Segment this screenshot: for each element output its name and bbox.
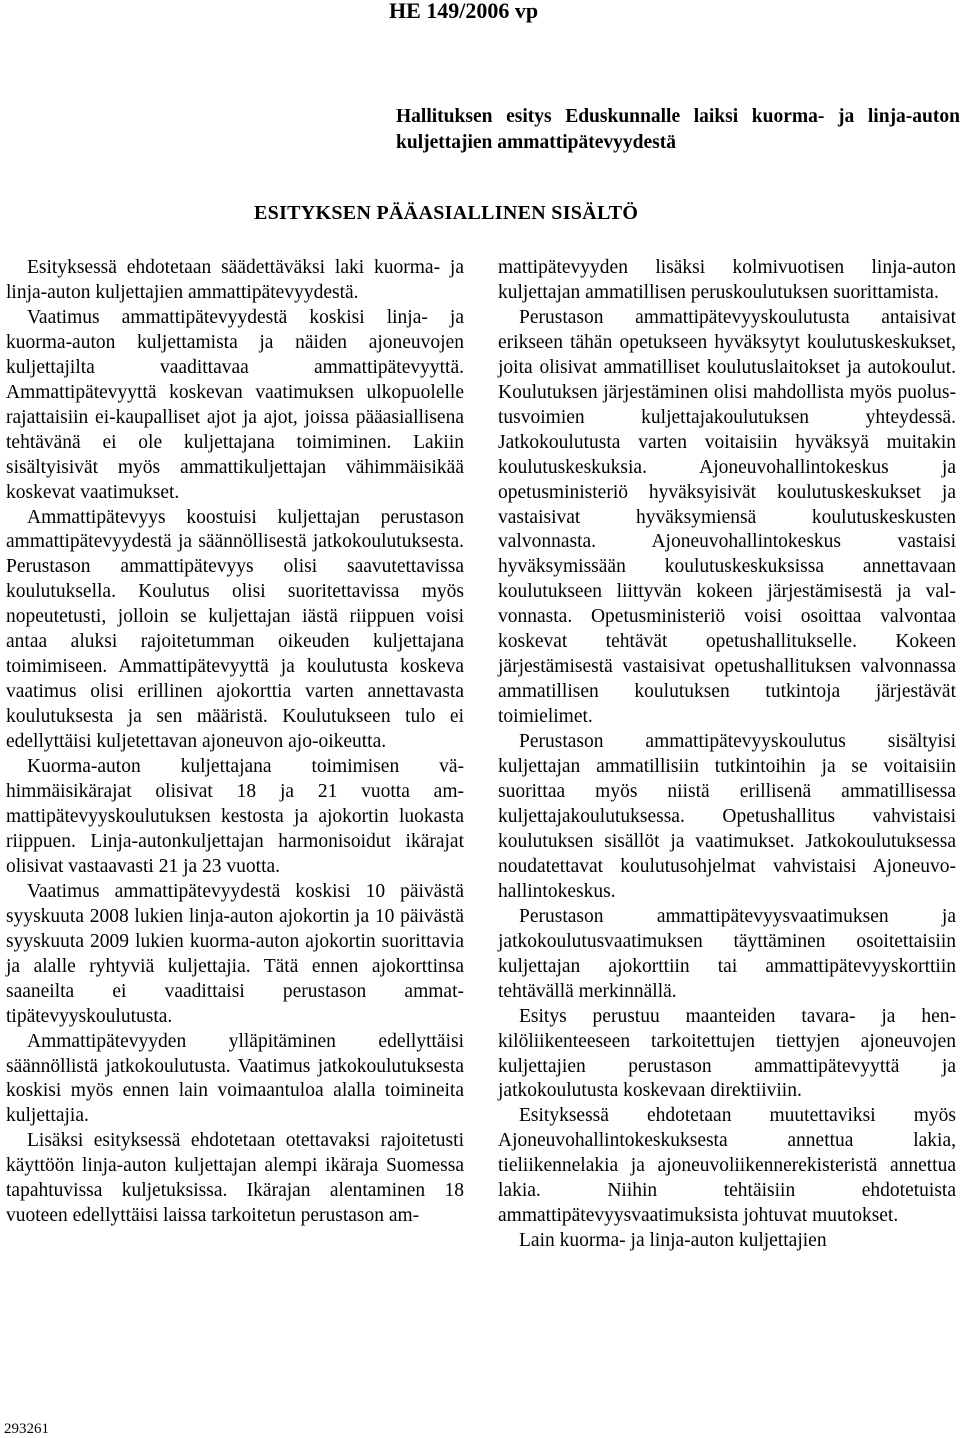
paragraph: Perustason ammattipätevyysvaatimuksen ja jatkokoulutusvaatimuksen täyttäminen osoitettaisiin kuljettajan ajokorttiin tai ammattipätevyyskorttiin tehtävällä merkinnällä. — [498, 905, 956, 1002]
paragraph: Ammattipätevyys koostuisi kuljettajan perustason ammattipätevyydestä ja säännöllisestä jatkokoulutuksesta. Perustason ammattipätevyys olisi saavutettavissa koulutuksella. Koulutus olisi suoritettavissa myös nopeutetusti, jolloin se kuljettajan iästä riippuen voisi antaa aluksi rajoitetumman oikeuden kuljettajana toimimiseen. Ammattipätevyyttä ja koulutusta koskeva vaatimus olisi erillinen ajokorttia varten annettavasta koulutuksesta ja sen määristä. Koulutukseen tulo ei edellyttäisi kuljetettavan ajoneuvon ajo-oikeutta. — [6, 506, 464, 753]
paragraph: Vaatimus ammattipätevyydestä koskisi 10 päivästä syyskuuta 2008 lukien linja-auton ajokortin ja 10 päivästä syyskuuta 2009 lukien kuorma-auton ajokortin suorittavia ja alalle ryhtyviä kuljettajia. Tätä ennen ajokorttinsa saaneilta ei vaadittaisi perustason ammattipätevyyskoulutusta. — [6, 880, 464, 1027]
section-heading: ESITYKSEN PÄÄASIALLINEN SISÄLTÖ — [254, 202, 639, 224]
paragraph: Ammattipätevyyden ylläpitäminen edellyttäisi säännöllistä jatkokoulutusta. Vaatimus jatkokoulutuksesta koskisi myös ennen lain voimaantuloa alalla toimineita kuljettajia. — [6, 1030, 464, 1127]
paragraph: Esityksessä ehdotetaan muutettaviksi myös Ajoneuvohallintokeskuksesta annettua lakia, tieliikennelakia ja ajoneuvoliikennerekisteristä annettua lakia. Niihin tehtäisiin ehdotetuista ammattipätevyysvaatimuksista johtuvat muutokset. — [498, 1105, 956, 1227]
page-number: 293261 — [4, 1421, 49, 1437]
paragraph: Esitys perustuu maanteiden tavara- ja henkilöliikenteeseen tarkoitettujen tiettyjen ajoneuvojen kuljettajien perustason ammattipätevyyttä ja jatkokoulutusta koskevaan direktiiviin. — [498, 1005, 956, 1102]
paragraph: Perustason ammattipätevyyskoulutusta antaisivat erikseen tähän opetukseen hyväksytyt koulutuskeskukset, joita olisivat ammatilliset koulutuslaitokset ja autokoulut. Koulutuksen järjestäminen olisi mahdollista myös puolustusvoimien kuljettajakoulutuksen yhteydessä. Jatkokoulutusta varten voitaisiin hyväksyä muitakin koulutuskeskuksia. Ajoneuvohallintokeskus ja opetusministeriö hyväksyisivät koulutuskeskukset ja vastaisivat hyväksymiensä koulutuskeskusten valvonnasta. Ajoneuvohallintokeskus vastaisi hyväksymissään koulutuskeskuksissa annettavaan koulutukseen liittyvän kokeen järjestämisestä ja valvonnasta. Opetusministeriö voisi osoittaa valvontaa koskevat tehtävät opetushallitukselle. Kokeen järjestämisestä vastaisivat opetushallituksen valvonnassa ammatillisen koulutuksen tutkintoja järjestävät toimielimet. — [498, 306, 956, 728]
left-column — [6, 256, 464, 1229]
paragraph: Lisäksi esityksessä ehdotetaan otettavaksi rajoitetusti käyttöön linja-auton kuljettajan alempi ikäraja Suomessa tapahtuvissa kuljetuksissa. Ikärajan alentaminen 18 vuoteen edellyttäisi laissa tarkoitetun perustason am- — [6, 1130, 464, 1227]
paragraph: Lain kuorma- ja linja-auton kuljettajien — [519, 1230, 827, 1252]
document-title: Hallituksen esitys Eduskunnalle laiksi kuorma- ja linja-auton kuljettajien ammattipätevyydestä — [396, 106, 960, 153]
paragraph: Esityksessä ehdotetaan säädettäväksi laki kuorma- ja linja-auton kuljettajien ammattipätevyydestä. — [6, 257, 464, 303]
document-id: HE 149/2006 vp — [389, 0, 539, 23]
paragraph-continued: mattipätevyyden lisäksi kolmivuotisen linja-auton kuljettajan ammatillisen peruskoulutuksen suorittamista. — [498, 257, 956, 303]
paragraph: Kuorma-auton kuljettajana toimimisen vähimmäisikärajat olisivat 18 ja 21 vuotta ammattipätevyyskoulutuksen kestosta ja ajokortin luokasta riippuen. Linja-autonkuljettajan harmonisoidut ikärajat olisivat vastaavasti 21 ja 23 vuotta. — [6, 756, 464, 877]
paragraph: Perustason ammattipätevyyskoulutus sisältyisi kuljettajan ammatillisiin tutkintoihin ja se voitaisiin suorittaa myös niistä erillisenä ammatillisessa kuljettajakoulutuksessa. Opetushallitus vahvistaisi koulutuksen sisällöt ja vaatimukset. Jatkokoulutuksessa noudatettavat koulutusohjelmat vahvistaisi Ajoneuvohallintokeskus. — [498, 731, 956, 902]
paragraph: Vaatimus ammattipätevyydestä koskisi linja- ja kuorma-auton kuljettamista ja näiden ajoneuvojen kuljettajilta vaadittavaa ammattipätevyyttä. Ammattipätevyyttä koskevan vaatimuksen ulkopuolelle rajattaisiin ei-kaupalliset ajot ja ajot, joissa pääasiallisena tehtävänä ei ole kuljettajana toimiminen. Lakiin sisältyisivät myös ammattikuljettajan vähimmäisikää koskevat vaatimukset. — [6, 306, 464, 503]
right-column — [498, 256, 956, 1254]
